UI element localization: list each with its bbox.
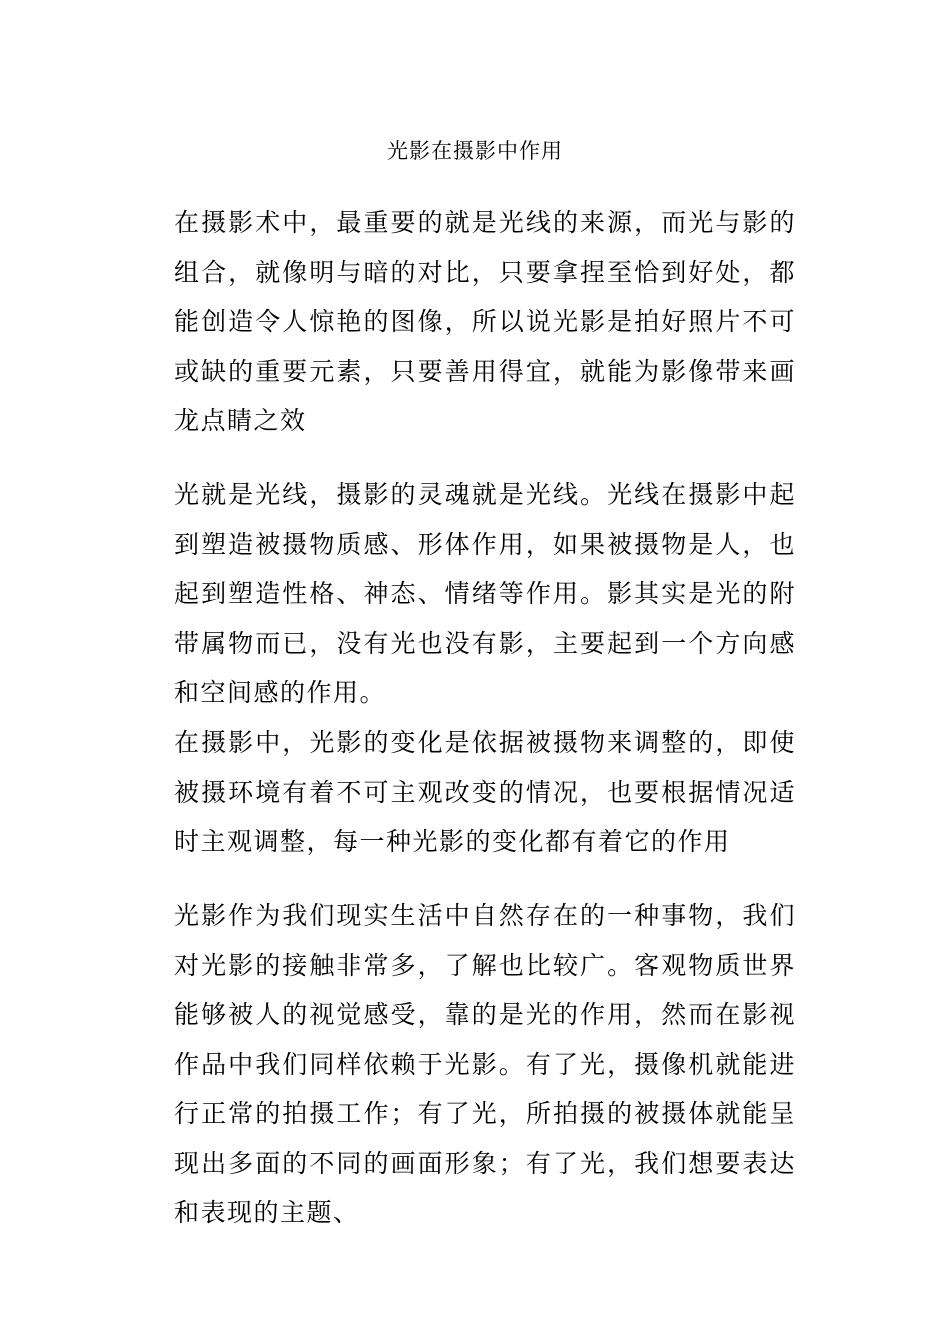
paragraph-2: 光就是光线，摄影的灵魂就是光线。光线在摄影中起到塑造被摄物质感、形体作用，如果被摄物是人，也起到塑造性格、神态、情绪等作用。影其实是光的附带属物而已，没有光也没有影，主要起到一个方向感和空间感的作用。 (174, 480, 796, 707)
document-title: 光影在摄影中作用 (387, 139, 563, 163)
paragraph-3: 在摄影中，光影的变化是依据被摄物来调整的，即使被摄环境有着不可主观改变的情况，也要根据情况适时主观调整，每一种光影的变化都有着它的作用 (174, 728, 796, 856)
paragraph-1: 在摄影术中，最重要的就是光线的来源，而光与影的组合，就像明与暗的对比，只要拿捏至恰到好处，都能创造令人惊艳的图像，所以说光影是拍好照片不可或缺的重要元素，只要善用得宜，就能为影像带来画龙点睛之效 (174, 208, 796, 435)
paragraph-4: 光影作为我们现实生活中自然存在的一种事物，我们对光影的接触非常多，了解也比较广。客观物质世界能够被人的视觉感受，靠的是光的作用，然而在影视作品中我们同样依赖于光影。有了光，摄像机就能进行正常的拍摄工作；有了光，所拍摄的被摄体就能呈现出多面的不同的画面形象；有了光，我们想要表达和表现的主题、 (174, 901, 796, 1227)
